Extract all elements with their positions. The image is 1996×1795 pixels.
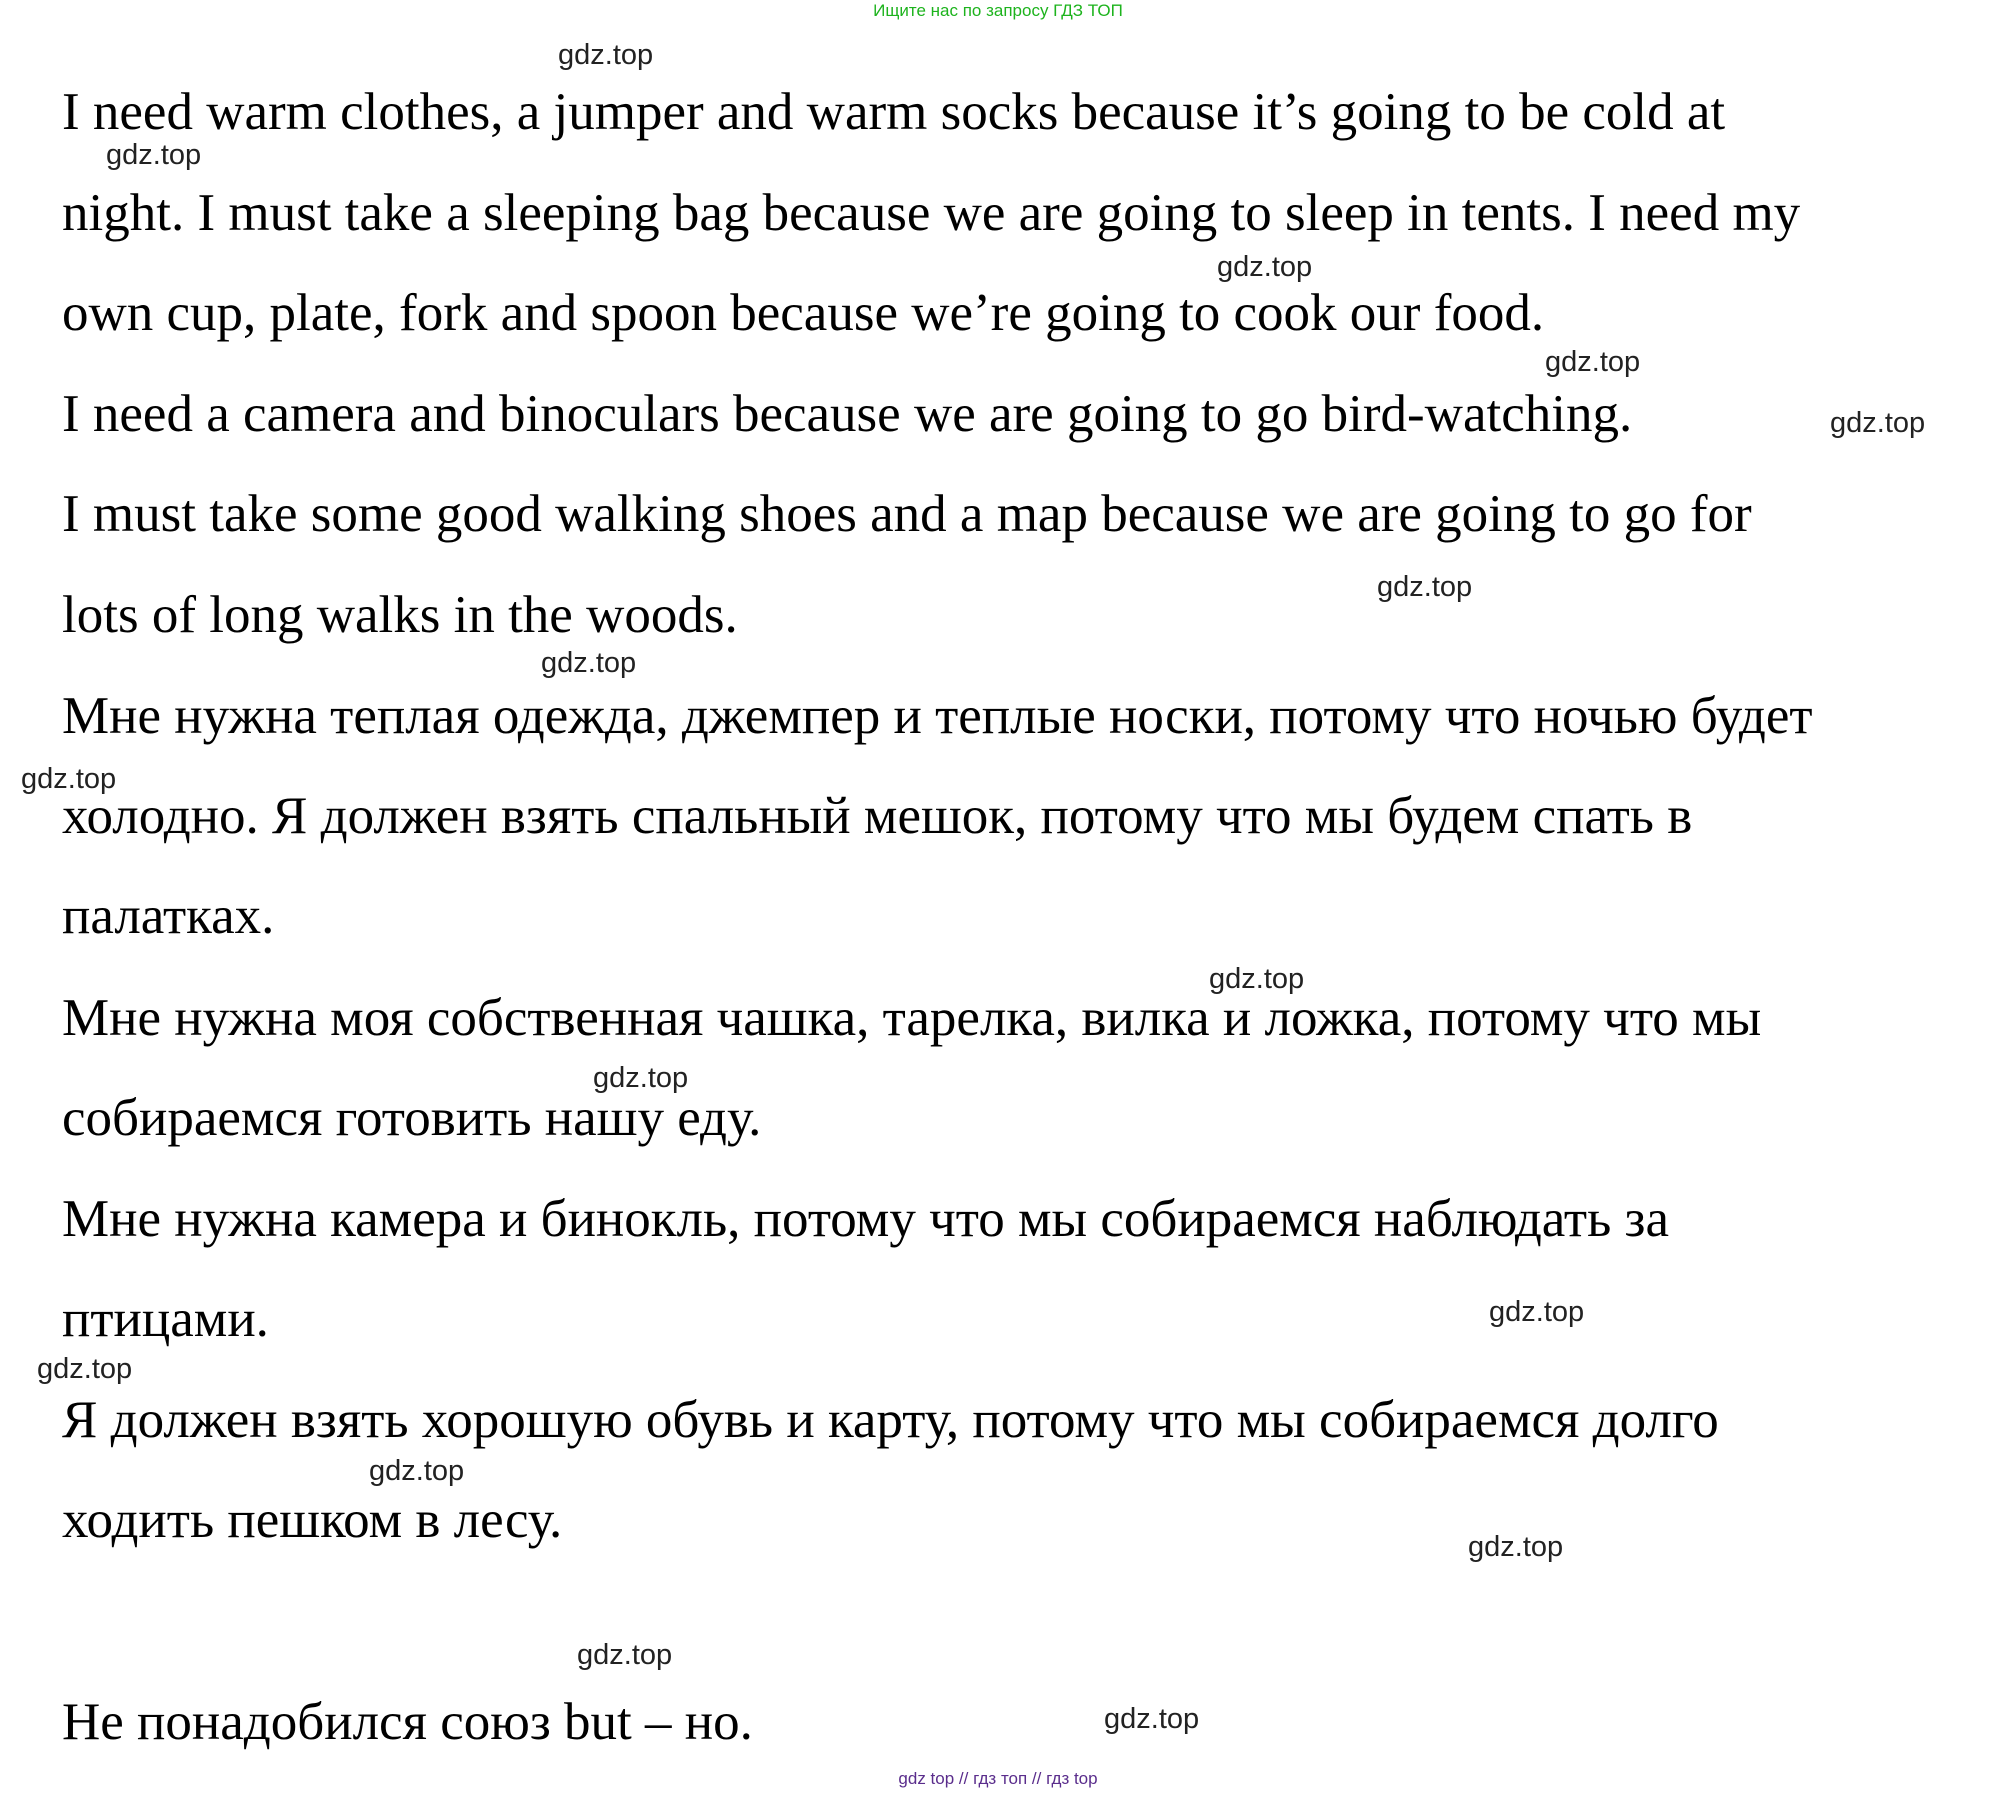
watermark: gdz.top (1209, 963, 1305, 995)
russian-line-3: палатках. (62, 887, 275, 945)
watermark: gdz.top (541, 647, 637, 679)
watermark: gdz.top (1830, 407, 1926, 439)
russian-line-1: Мне нужна теплая одежда, джемпер и теплые носки, потому что ночью будет (62, 687, 1813, 745)
russian-line-5: собираемся готовить нашу еду. (62, 1089, 762, 1147)
english-line-3: own cup, plate, fork and spoon because we’re going to cook our food. (62, 284, 1545, 342)
top-banner[interactable]: Ищите нас по запросу ГДЗ ТОП (873, 1, 1123, 20)
watermark: gdz.top (1217, 251, 1313, 283)
watermark: gdz.top (1489, 1296, 1585, 1328)
russian-line-7: птицами. (62, 1290, 269, 1348)
russian-line-4: Мне нужна моя собственная чашка, тарелка, вилка и ложка, потому что мы (62, 989, 1762, 1047)
watermark: gdz.top (558, 39, 654, 71)
english-line-6: lots of long walks in the woods. (62, 586, 738, 644)
watermark: gdz.top (577, 1639, 673, 1671)
footer-links[interactable]: gdz top // гдз топ // гдз top (898, 1769, 1098, 1788)
russian-line-8: Я должен взять хорошую обувь и карту, потому что мы собираемся долго (62, 1391, 1719, 1449)
english-line-2: night. I must take a sleeping bag because we are going to sleep in tents. I need my (62, 184, 1801, 242)
watermark: gdz.top (1545, 346, 1641, 378)
english-line-4: I need a camera and binoculars because we are going to go bird-watching. (62, 385, 1633, 443)
watermark: gdz.top (106, 139, 202, 171)
english-line-5: I must take some good walking shoes and a map because we are going to go for (62, 485, 1752, 543)
russian-line-9: ходить пешком в лесу. (62, 1491, 563, 1549)
watermark: gdz.top (37, 1353, 133, 1385)
watermark: gdz.top (369, 1455, 465, 1487)
watermark: gdz.top (593, 1062, 689, 1094)
russian-line-6: Мне нужна камера и бинокль, потому что мы собираемся наблюдать за (62, 1190, 1669, 1248)
watermark: gdz.top (1468, 1531, 1564, 1563)
watermark: gdz.top (1104, 1703, 1200, 1735)
russian-line-2: холодно. Я должен взять спальный мешок, потому что мы будем спать в (62, 787, 1693, 845)
watermark: gdz.top (21, 763, 117, 795)
english-line-1: I need warm clothes, a jumper and warm socks because it’s going to be cold at (62, 83, 1726, 141)
note-line: Не понадобился союз but – но. (62, 1693, 753, 1751)
watermark: gdz.top (1377, 571, 1473, 603)
